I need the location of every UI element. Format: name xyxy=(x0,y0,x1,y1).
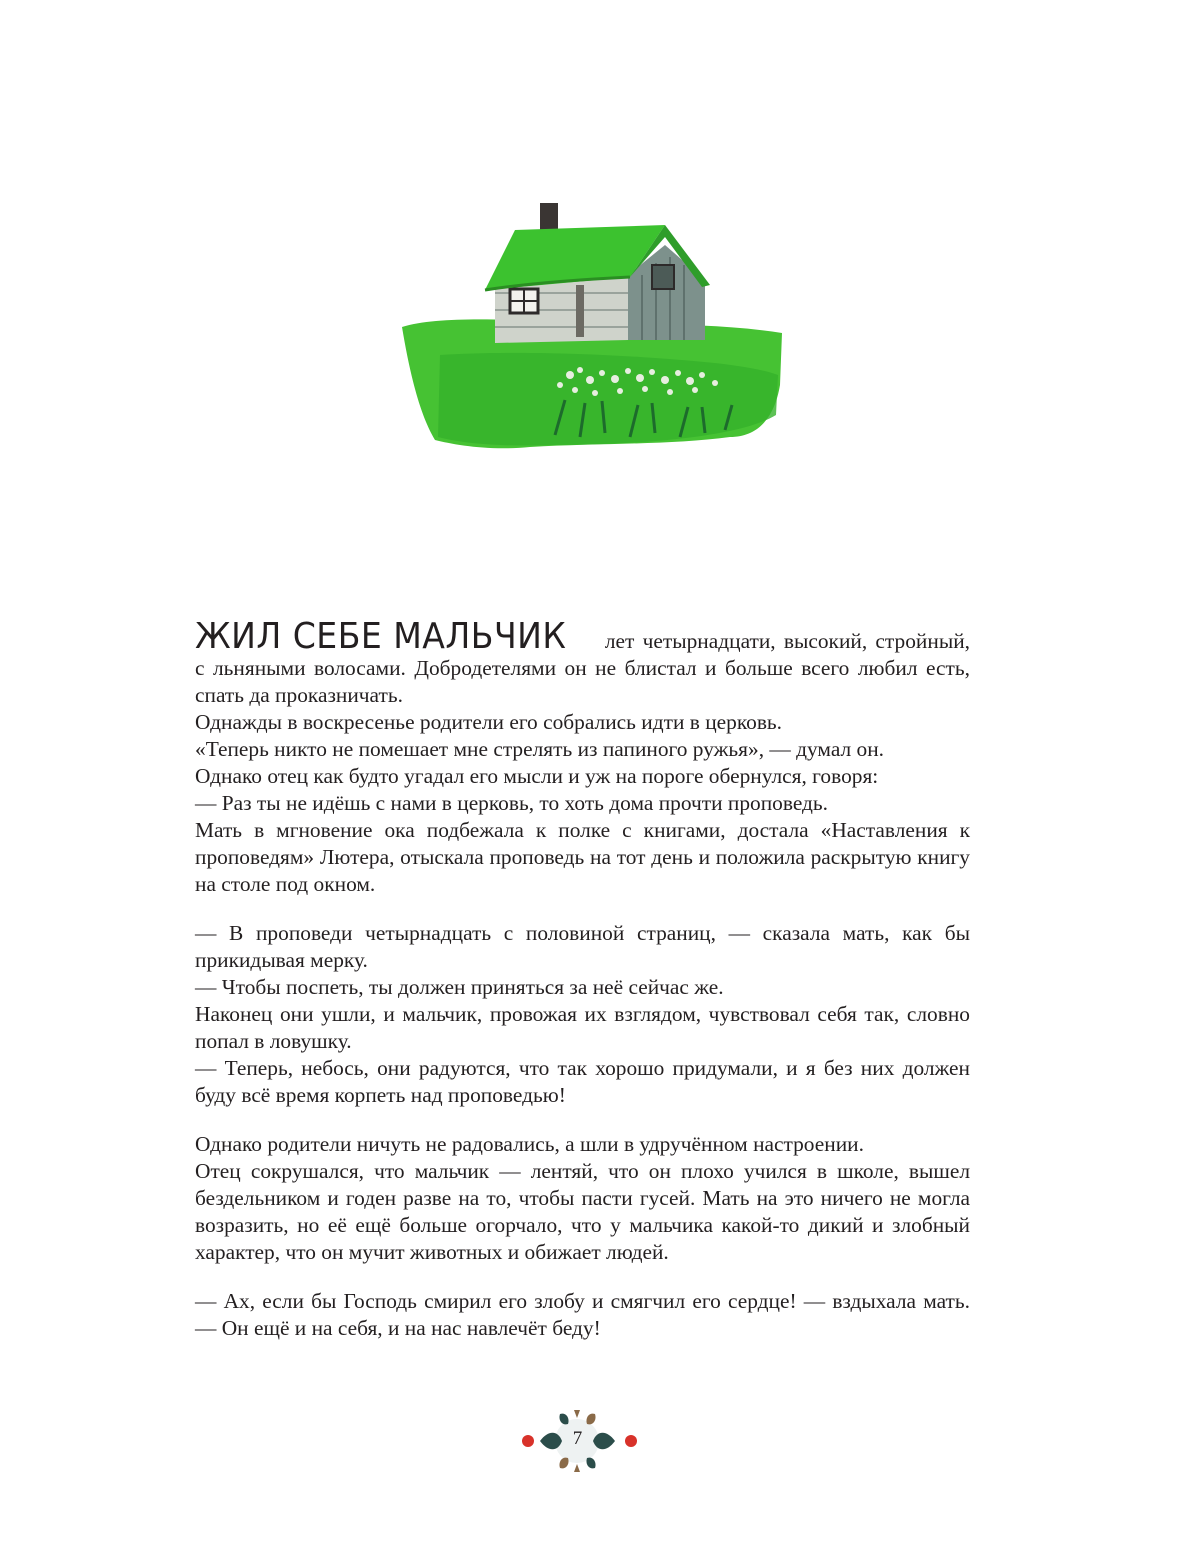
paragraph-12: Отец сокрушался, что мальчик — лентяй, что он плохо учился в школе, вышел бездельником и годен разве на то, чтобы пасти гусей. Мать на это ничего не могла возразить, но её ещё больше огорчало, что у мальчика какой-то дикий и злобный характер, что он мучит животных и обижает людей. xyxy=(195,1159,970,1264)
page-footer xyxy=(510,1408,645,1478)
story-text xyxy=(195,616,970,1342)
paragraph-3: «Теперь никто не помешает мне стрелять из папиного ружья», — думал он. xyxy=(195,737,885,761)
paragraph-2: Однажды в воскресенье родители его собрались идти в церковь. xyxy=(195,710,783,734)
paragraph-6: Мать в мгновение ока подбежала к полке с книгами, достала «Наставления к проповедям» Лютера, отыскала проповедь на тот день и положила раскрытую книгу на столе под окном. xyxy=(195,818,970,896)
paragraph-13: — Ах, если бы Господь смирил его злобу и смягчил его сердце! — вздыхала мать. — Он ещё и на себя, и на нас навлечёт беду! xyxy=(195,1289,970,1340)
opening-paragraph xyxy=(195,616,970,709)
paragraph-1: лет четырнадцати, высокий, стройный, с льняными волосами. Добродетелями он не блистал и больше всего любил есть, спать да проказничать. xyxy=(195,629,970,707)
paragraph-10: — Теперь, небось, они радуются, что так хорошо придумали, и я без них должен буду всё время корпеть над проповедью! xyxy=(195,1056,970,1107)
paragraph-11: Однако родители ничуть не радовались, а шли в удручённом настроении. xyxy=(195,1132,864,1156)
paragraph-7: — В проповеди четырнадцать с половиной страниц, — сказала мать, как бы прикидывая мерку. xyxy=(195,921,970,972)
page-number: 7 xyxy=(572,1428,583,1449)
house-illustration xyxy=(380,175,810,515)
paragraph-4: Однако отец как будто угадал его мысли и уж на пороге обернулся, говоря: xyxy=(195,764,879,788)
paragraph-8: — Чтобы поспеть, ты должен приняться за неё сейчас же. xyxy=(195,975,724,999)
paragraph-5: — Раз ты не идёшь с нами в церковь, то хоть дома прочти проповедь. xyxy=(195,791,829,815)
opening-caps: ЖИЛ СЕБЕ МАЛЬЧИК xyxy=(195,616,567,657)
paragraph-9: Наконец они ушли, и мальчик, провожая их взглядом, чувствовал себя так, словно попал в ловушку. xyxy=(195,1002,970,1053)
